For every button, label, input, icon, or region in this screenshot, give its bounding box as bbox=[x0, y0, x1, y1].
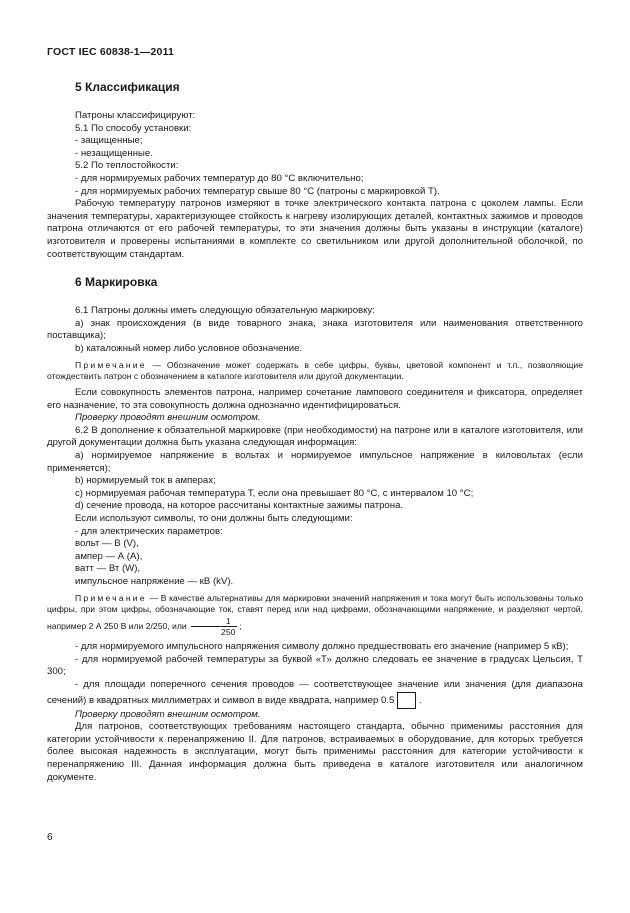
s5-line: 5.2 По теплостойкости: bbox=[75, 160, 179, 172]
s5-line: Патроны классифицируют: bbox=[75, 110, 196, 121]
document-page bbox=[47, 46, 583, 784]
s5-line: 5.1 По способу установки: bbox=[75, 122, 192, 134]
s5-line: - защищенные; bbox=[75, 135, 143, 147]
s6-p1b: b) каталожный номер либо условное обозначение. bbox=[75, 342, 303, 354]
s6-p3: 6.2 В дополнение к обязательной маркировке (при необходимости) на патроне или в каталоге изготовителя, или другой документации должна быть указана следующая информация: bbox=[47, 424, 583, 449]
s5-line: - для нормируемых рабочих температур свыше 80 °С (патроны с маркировкой Т). bbox=[75, 185, 440, 197]
note-text: — В качестве альтернативы для маркировки значений напряжения и тока могут быть использованы только цифры, при этом цифры, обозначающие ток, ставят перед или над цифрами, обозначающими напряжение, и разделяют чертой, например 2 А 250 В или 2/250, или bbox=[47, 592, 583, 631]
page-number: 6 bbox=[47, 832, 53, 843]
s6-p6: - для нормируемой рабочей температуры за буквой «Т» должно следовать ее значение в градусах Цельсия, Т 300; bbox=[47, 653, 583, 678]
s6-p2: Если совокупность элементов патрона, например сочетание лампового соединителя и фиксатора, определяет его назначение, то эта совокупность должна однозначно идентифицироваться. bbox=[47, 387, 583, 411]
s6-p8: Для патронов, соответствующих требованиям настоящего стандарта, обычно применимы расстояния для категории устойчивости к перенапряжению II. Для патронов, встраиваемых в оборудование, для которых требуется более высокая надежность в эксплуатации, могут быть применимы расстояния для категории устойчивости к перенапряжению III. Данная информация должна быть приведена в каталоге изготовителя или аналогичном документе. bbox=[47, 721, 583, 783]
s6-p7-tail: . bbox=[419, 694, 423, 706]
square-symbol-icon bbox=[397, 692, 416, 709]
s6-p7-text: - для площади поперечного сечения проводов — соответствующее значение или значения (для диапазона сечений) в квадратных миллиметрах и символ в виде квадрата, например 0.5 bbox=[47, 678, 583, 706]
note-1 bbox=[47, 360, 583, 384]
s6-p3b: b) нормируемый ток в амперах; bbox=[75, 475, 216, 487]
note-2 bbox=[47, 593, 583, 638]
s6-p5: - для нормируемого импульсного напряжения символу должно предшествовать его значение (например 5 кВ); bbox=[75, 641, 569, 653]
s6-p4: Если используют символы, то они должны быть следующими: bbox=[75, 513, 353, 525]
fraction-numerator: 1 bbox=[225, 616, 231, 627]
note-text: — Обозначение может содержать в себе цифры, буквы, цветовой компонент и т.п., позволяющие отождествить патрон с обозначением в каталоге изготовителя или другой документации. bbox=[47, 359, 583, 382]
s6-p3c: с) нормируемая рабочая температура Т, если она превышает 80 °С, с интервалом 10 °С; bbox=[75, 487, 474, 499]
s6-p7 bbox=[47, 679, 583, 709]
fraction bbox=[191, 616, 237, 637]
note-label: Примечание bbox=[75, 359, 147, 370]
document-header: ГОСТ IEC 60838-1—2011 bbox=[47, 46, 175, 58]
symbol-line: ватт — Вт (W), bbox=[75, 563, 141, 575]
s5-line: - для нормируемых рабочих температур до 80 °С включительно; bbox=[75, 172, 364, 184]
check-note-1: Проверку проводят внешним осмотром. bbox=[75, 412, 261, 424]
symbol-line: импульсное напряжение — кВ (kV). bbox=[75, 576, 234, 587]
s6-p1: 6.1 Патроны должны иметь следующую обязательную маркировку: bbox=[75, 305, 375, 317]
section-6-title: 6 Маркировка bbox=[75, 275, 158, 290]
s6-p1a: а) знак происхождения (в виде товарного знака, знака изготовителя или наименования ответственного поставщика); bbox=[47, 317, 583, 342]
section-5-title: 5 Классификация bbox=[75, 80, 180, 94]
s5-paragraph: Рабочую температуру патронов измеряют в точке электрического контакта патрона с цоколем лампы. Если значения температуры, характеризующее стойкость к нагреву изолирующих деталей, контактных зажимов и проводов патрона отличаются от его рабочей температуры, то эти значения должны быть указаны в инструкции (каталоге) изготовителя и проверены испытаниями в комплекте со светильником или другой дополнительной оболочкой, по соответствующим стандартам. bbox=[47, 198, 583, 260]
note-label: Примечание bbox=[75, 592, 147, 603]
s6-p4a: - для электрических параметров: bbox=[75, 525, 223, 537]
s5-line: - незащищенные. bbox=[75, 147, 153, 159]
check-note-2: Проверку проводят внешним осмотром. bbox=[75, 708, 261, 720]
fraction-tail: ; bbox=[239, 620, 242, 631]
fraction-denominator: 250 bbox=[191, 626, 237, 637]
symbol-line: вольт — В (V), bbox=[75, 538, 139, 550]
s6-p3a: а) нормируемое напряжение в вольтах и нормируемое импульсное напряжение в киловольтах (если применяется); bbox=[47, 450, 583, 474]
symbol-line: ампер — А (А), bbox=[75, 550, 143, 562]
s6-p3d: d) сечение провода, на которое рассчитаны контактные зажимы патрона. bbox=[75, 500, 404, 512]
